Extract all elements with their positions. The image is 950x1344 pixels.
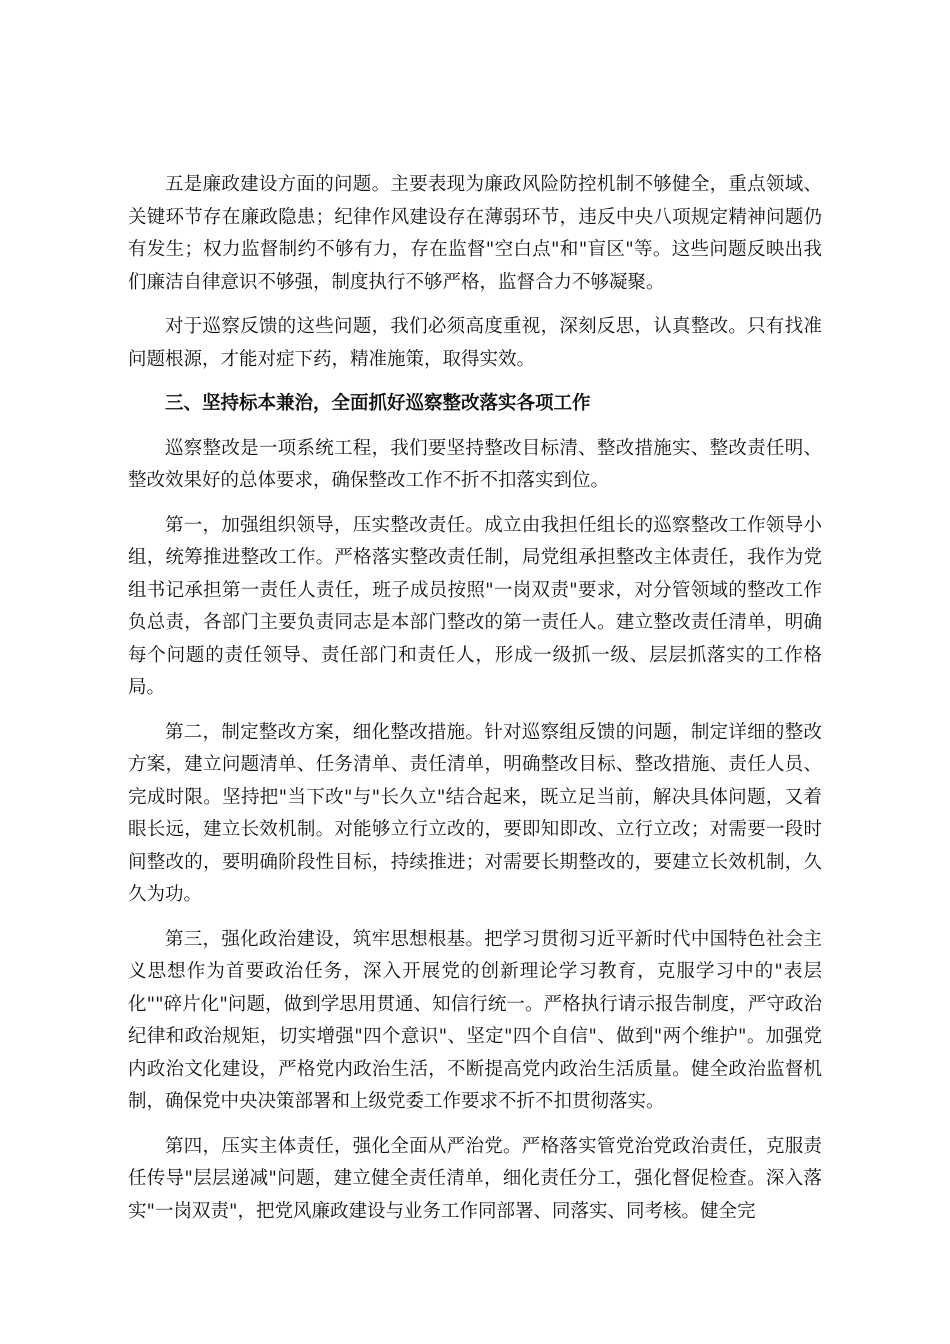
- section-heading-3: 三、坚持标本兼治，全面抓好巡察整改落实各项工作: [165, 393, 591, 414]
- paragraph-integrity-issues: 五是廉政建设方面的问题。主要表现为廉政风险防控机制不够健全，重点领域、关键环节存在廉政隐患；纪律作风建设存在薄弱环节，违反中央八项规定精神问题仍有发生；权力监督制约不够有力，存在监督"空白点"和"盲区"等。这些问题反映出我们廉洁自律意识不够强，制度执行不够严格，监督合力不够凝聚。: [128, 174, 822, 293]
- document-body: [128, 169, 822, 1240]
- paragraph-first-measure: 第一，加强组织领导，压实整改责任。成立由我担任组长的巡察整改工作领导小组，统筹推进整改工作。严格落实整改责任制，局党组承担整改主体责任，我作为党组书记承担第一责任人责任，班子成员按照"一岗双责"要求，对分管领域的整改工作负总责，各部门主要负责同志是本部门整改的第一责任人。建立整改责任清单，明确每个问题的责任领导、责任部门和责任人，形成一级抓一级、层层抓落实的工作格局。: [128, 514, 822, 698]
- paragraph-third-measure: 第三，强化政治建设，筑牢思想根基。把学习贯彻习近平新时代中国特色社会主义思想作为首要政治任务，深入开展党的创新理论学习教育，克服学习中的"表层化""碎片化"问题，做到学思用贯通、知信行统一。严格执行请示报告制度，严守政治纪律和政治规矩，切实增强"四个意识"、坚定"四个自信"、做到"两个维护"。加强党内政治文化建设，严格党内政治生活，不断提高党内政治生活质量。健全政治监督机制，确保党中央决策部署和上级党委工作要求不折不扣贯彻落实。: [128, 928, 822, 1112]
- paragraph-reflection: 对于巡察反馈的这些问题，我们必须高度重视，深刻反思，认真整改。只有找准问题根源，才能对症下药，精准施策，取得实效。: [128, 316, 822, 370]
- paragraph-intro-rectification: 巡察整改是一项系统工程，我们要坚持整改目标清、整改措施实、整改责任明、整改效果好的总体要求，确保整改工作不折不扣落实到位。: [128, 437, 822, 491]
- paragraph-fourth-measure: 第四，压实主体责任，强化全面从严治党。严格落实管党治党政治责任，克服责任传导"层层递减"问题，建立健全责任清单，细化责任分工，强化督促检查。深入落实"一岗双责"，把党风廉政建设与业务工作同部署、同落实、同考核。健全完: [128, 1135, 822, 1222]
- paragraph-second-measure: 第二，制定整改方案，细化整改措施。针对巡察组反馈的问题，制定详细的整改方案，建立问题清单、任务清单、责任清单，明确整改目标、整改措施、责任人员、完成时限。坚持把"当下改"与"长久立"结合起来，既立足当前，解决具体问题，又着眼长远，建立长效机制。对能够立行立改的，要即知即改、立行立改；对需要一段时间整改的，要明确阶段性目标，持续推进；对需要长期整改的，要建立长效机制，久久为功。: [128, 721, 822, 905]
